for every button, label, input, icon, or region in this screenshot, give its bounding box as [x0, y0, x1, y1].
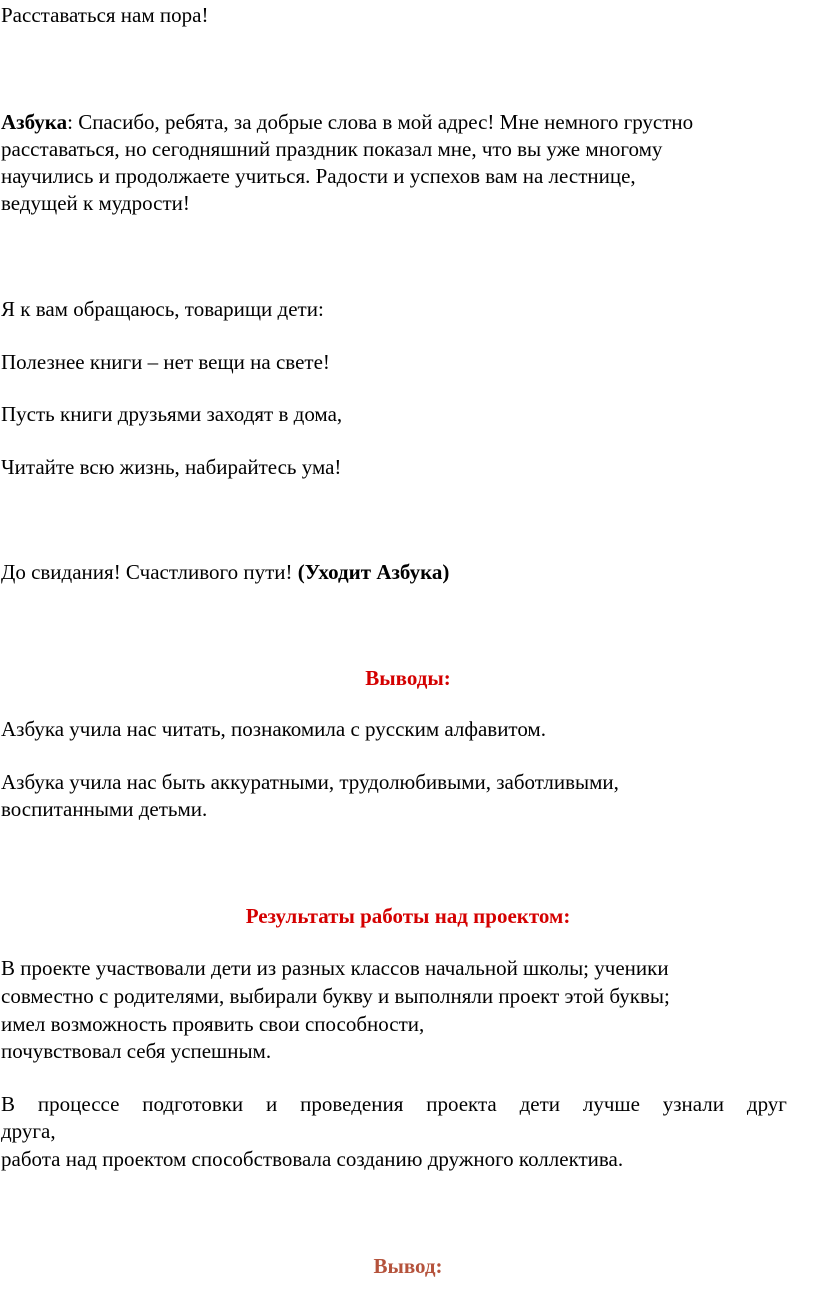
word: проекта [426, 1092, 497, 1116]
goodbye-line [1, 559, 449, 585]
azbuka-speech-line-2: расставаться, но сегодняшний праздник показал мне, что вы уже многому [1, 137, 663, 161]
poem-line-4: Читайте всю жизнь, набирайтесь ума! [1, 455, 342, 479]
conclusions-paragraph-2-line-1: Азбука учила нас быть аккуратными, трудолюбивыми, заботливыми, [1, 770, 619, 794]
azbuka-speech-line-4: ведущей к мудрости! [1, 191, 190, 215]
stage-direction: (Уходит Азбука) [297, 560, 450, 584]
word: подготовки [142, 1092, 244, 1116]
word: лучше [582, 1092, 640, 1116]
speaker-name: Азбука [1, 110, 68, 134]
farewell-line: Расставаться нам пора! [1, 3, 209, 27]
conclusions-paragraph-1: Азбука учила нас читать, познакомила с русским алфавитом. [1, 717, 546, 741]
word: В [1, 1092, 16, 1116]
speech-text: Спасибо, ребята, за добрые слова в мой адрес! Мне немного грустно [72, 110, 694, 134]
word: дети [519, 1092, 560, 1116]
poem-line-1: Я к вам обращаюсь, товарищи дети: [1, 297, 324, 321]
poem-line-3: Пусть книги друзьями заходят в дома, [1, 402, 343, 426]
azbuka-speech-line-1 [1, 109, 693, 135]
results-paragraph-2-line-1 [1, 1091, 787, 1117]
results-paragraph-1-line-4: почувствовал себя успешным. [1, 1039, 272, 1063]
word: узнали [662, 1092, 725, 1116]
conclusions-heading: Выводы: [365, 666, 451, 690]
azbuka-speech-line-3: научились и продолжаете учиться. Радости и успехов вам на лестнице, [1, 164, 636, 188]
conclusions-paragraph-2-line-2: воспитанными детьми. [1, 797, 208, 821]
results-paragraph-2-line-3: работа над проектом способствовала созданию дружного коллектива. [1, 1147, 624, 1171]
word: и [266, 1092, 278, 1116]
word: процессе [37, 1092, 120, 1116]
results-paragraph-2-line-2: друга, [1, 1119, 56, 1143]
word: проведения [300, 1092, 404, 1116]
results-heading: Результаты работы над проектом: [245, 904, 571, 928]
poem-line-2: Полезнее книги – нет вещи на свете! [1, 350, 330, 374]
results-paragraph-1-line-3: имел возможность проявить свои способности, [1, 1012, 425, 1036]
goodbye-text: До свидания! Счастливого пути! [1, 560, 298, 584]
results-paragraph-1-line-2: совместно с родителями, выбирали букву и выполняли проект этой буквы; [1, 984, 670, 1008]
speaker-colon: : [67, 110, 73, 134]
final-heading: Вывод: [373, 1254, 443, 1278]
results-paragraph-1-line-1: В проекте участвовали дети из разных классов начальной школы; ученики [1, 956, 669, 980]
word: друг [746, 1092, 787, 1116]
